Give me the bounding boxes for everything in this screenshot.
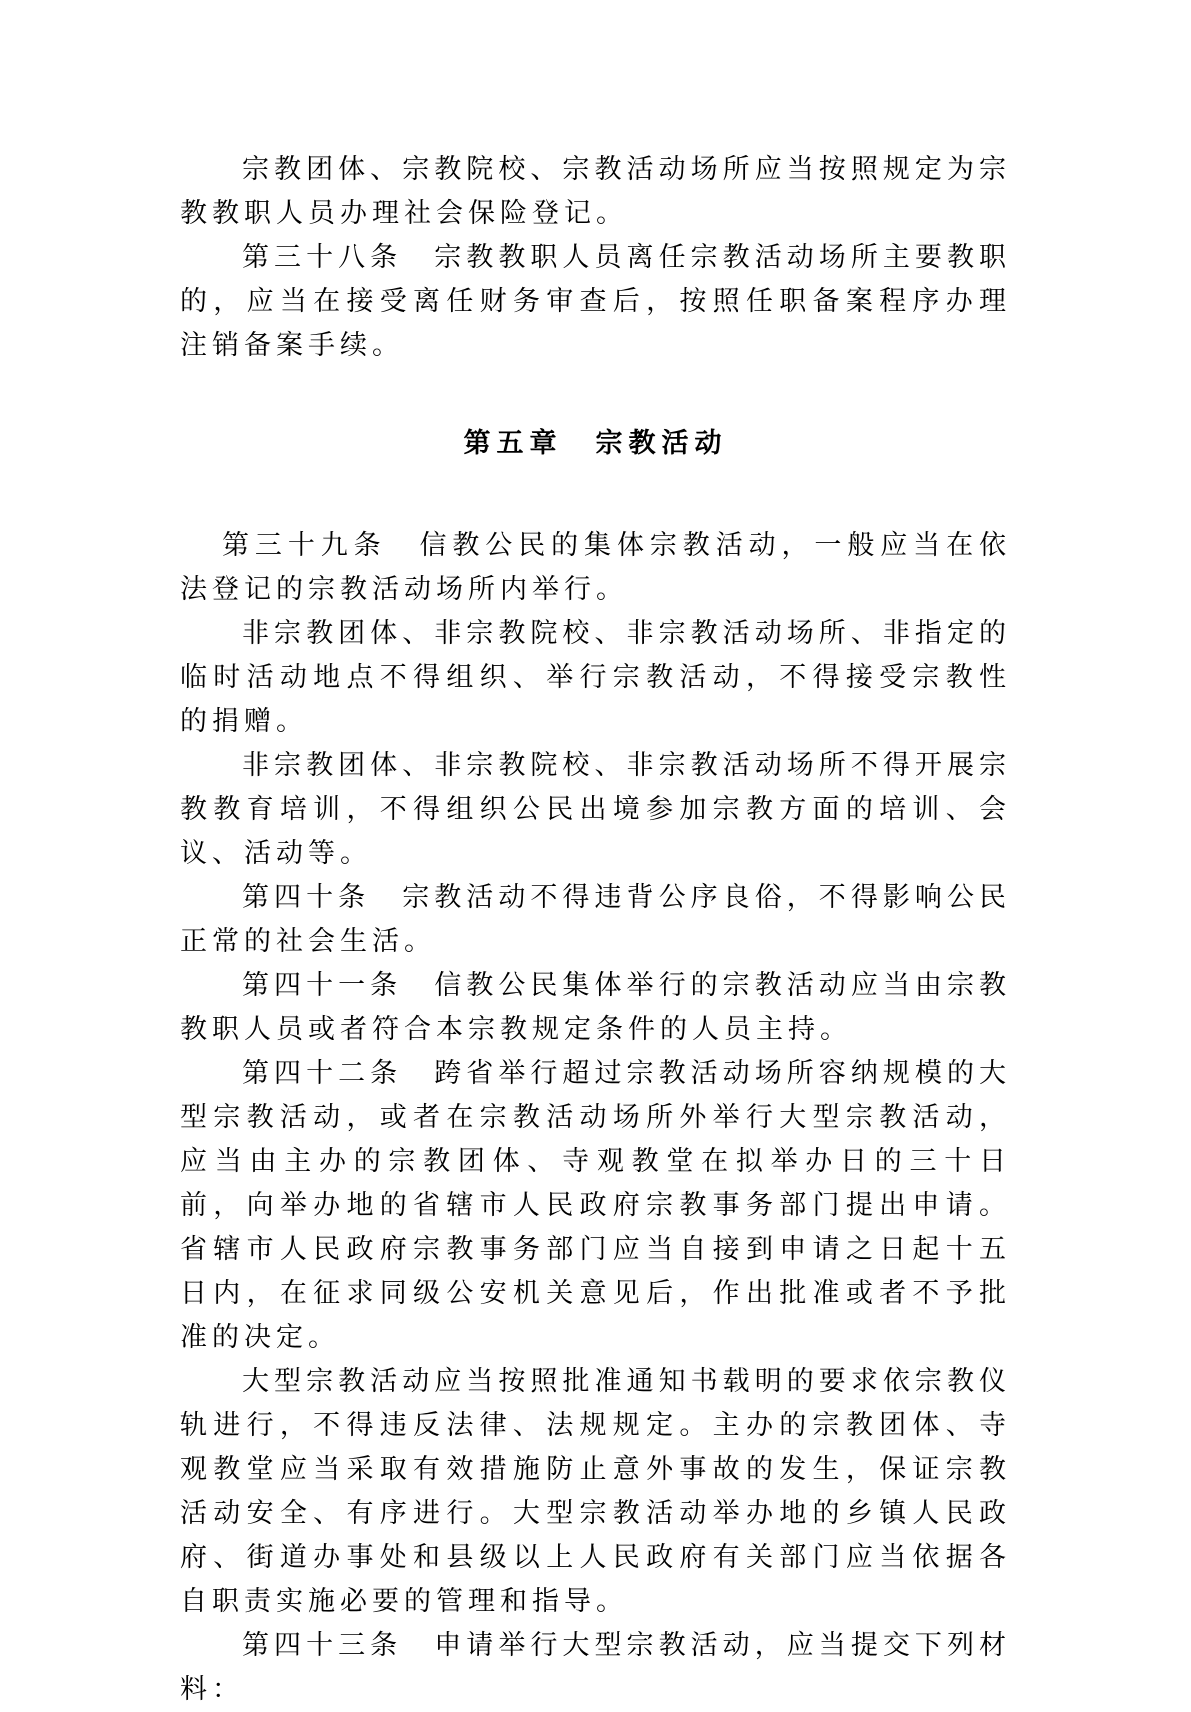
- paragraph: 宗教团体、宗教院校、宗教活动场所应当按照规定为宗教教职人员办理社会保险登记。: [180, 154, 1011, 229]
- article-43: 第四十三条 申请举行大型宗教活动，应当提交下列材料：: [180, 1630, 1011, 1705]
- article-41: 第四十一条 信教公民集体举行的宗教活动应当由宗教教职人员或者符合本宗教规定条件的人员主持。: [180, 970, 1011, 1045]
- article-40: 第四十条 宗教活动不得违背公序良俗，不得影响公民正常的社会生活。: [180, 882, 1011, 957]
- paragraph: 非宗教团体、非宗教院校、非宗教活动场所、非指定的临时活动地点不得组织、举行宗教活动，不得接受宗教性的捐赠。: [180, 618, 1011, 737]
- paragraph: 大型宗教活动应当按照批准通知书载明的要求依宗教仪轨进行，不得违反法律、法规规定。主办的宗教团体、寺观教堂应当采取有效措施防止意外事故的发生，保证宗教活动安全、有序进行。大型宗教活动举办地的乡镇人民政府、街道办事处和县级以上人民政府有关部门应当依据各自职责实施必要的管理和指导。: [180, 1366, 1011, 1617]
- chapter-title: 第五章 宗教活动: [463, 428, 728, 459]
- article-39: 第三十九条 信教公民的集体宗教活动，一般应当在依法登记的宗教活动场所内举行。: [180, 530, 1011, 605]
- paragraph: 非宗教团体、非宗教院校、非宗教活动场所不得开展宗教教育培训，不得组织公民出境参加宗教方面的培训、会议、活动等。: [180, 750, 1011, 869]
- article-42: 第四十二条 跨省举行超过宗教活动场所容纳规模的大型宗教活动，或者在宗教活动场所外举行大型宗教活动，应当由主办的宗教团体、寺观教堂在拟举办日的三十日前，向举办地的省辖市人民政府宗教事务部门提出申请。省辖市人民政府宗教事务部门应当自接到申请之日起十五日内，在征求同级公安机关意见后，作出批准或者不予批准的决定。: [180, 1058, 1011, 1353]
- article-38: 第三十八条 宗教教职人员离任宗教活动场所主要教职的，应当在接受离任财务审查后，按照任职备案程序办理注销备案手续。: [180, 242, 1011, 361]
